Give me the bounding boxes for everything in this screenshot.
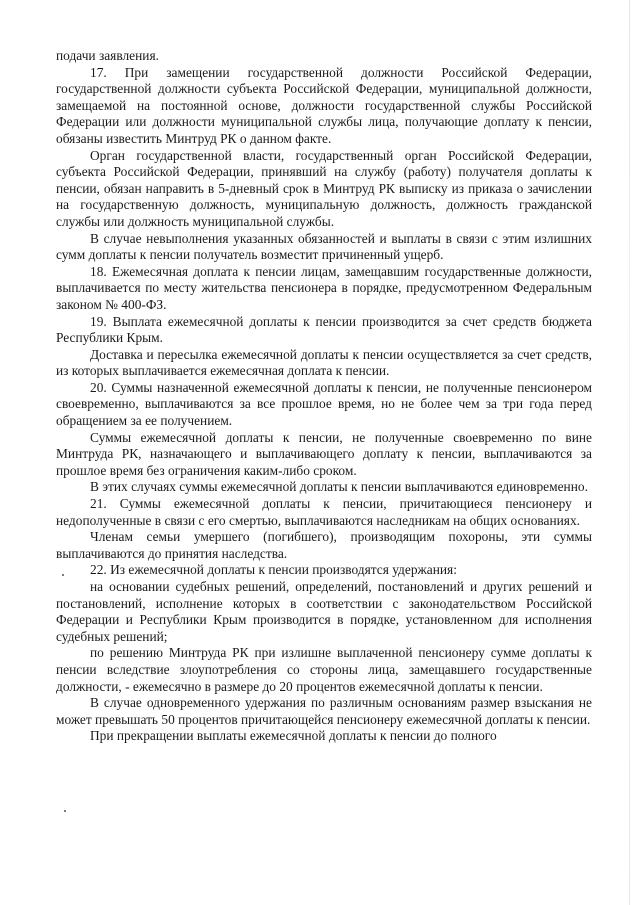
- paragraph: Членам семьи умершего (погибшего), производящим похороны, эти суммы выплачиваются до принятия наследства.: [56, 529, 592, 561]
- paragraph: В этих случаях суммы ежемесячной доплаты к пенсии выплачиваются единовременно.: [90, 479, 588, 495]
- scan-speck: [64, 810, 66, 812]
- paragraph: В случае одновременного удержания по различным основаниям размер взыскания не может превышать 50 процентов причитающейся пенсионеру ежемесячной доплаты к пенсии.: [56, 695, 592, 727]
- paragraph: по решению Минтруда РК при излишне выплаченной пенсионеру сумме доплаты к пенсии вследствие злоупотребления со стороны лица, замещавшего государственные должности, - ежемесячно в размере до 20 процентов ежемесячной доплаты к пенсии.: [56, 645, 592, 694]
- paragraph: Доставка и пересылка ежемесячной доплаты к пенсии осуществляется за счет средств, из которых выплачивается ежемесячная доплата к пенсии.: [56, 346, 592, 379]
- paragraph: 19. Выплата ежемесячной доплаты к пенсии производится за счет средств бюджета Республики Крым.: [56, 313, 592, 346]
- paragraph: Суммы ежемесячной доплаты к пенсии, не полученные своевременно по вине Минтруда РК, назначающего и выплачивающего доплату к пенсии, выплачиваются за прошлое время без ограничения каким-либо сроком.: [56, 429, 592, 478]
- paragraph: 20. Суммы назначенной ежемесячной доплаты к пенсии, не полученные пенсионером своевременно, выплачиваются за все прошлое время, но не более чем за три года перед обращением за ее получением.: [56, 379, 592, 429]
- paragraph: подачи заявления.: [56, 48, 159, 63]
- scan-edge: [629, 0, 630, 905]
- paragraph: В случае невыполнения указанных обязанностей и выплаты в связи с этим излишних сумм доплаты к пенсии получатель возместит причиненный ущерб.: [56, 230, 592, 263]
- paragraph: 18. Ежемесячная доплата к пенсии лицам, замещавшим государственные должности, выплачивается по месту жительства пенсионера в порядке, предусмотренном Федеральным законом № 400-ФЗ.: [56, 263, 592, 312]
- paragraph: 22. Из ежемесячной доплаты к пенсии производятся удержания:: [90, 562, 457, 578]
- paragraph: 17. При замещении государственной должности Российской Федерации, государственной должности субъекта Российской Федерации, муниципальной должности, замещаемой на постоянной основе, должности государственной службы Российской Федерации или должности муниципальной службы лица, получающие доплату к пенсии, обязаны известить Минтруд РК о данном факте.: [56, 64, 592, 146]
- paragraph: Орган государственной власти, государственный орган Российской Федерации, субъекта Российской Федерации, принявший на службу (работу) получателя доплаты к пенсии, обязан направить в 5-дневный срок в Минтруд РК выписку из приказа о зачислении на государственную должность, муниципальную должность, должность гражданской службы или должность муниципальной службы.: [56, 147, 592, 229]
- document-page: [56, 48, 592, 745]
- paragraph: При прекращении выплаты ежемесячной доплаты к пенсии до полного: [90, 728, 497, 744]
- paragraph: на основании судебных решений, определений, постановлений и других решений и постановлений, исполнение которых в соответствии с законодательством Российской Федерации и Республики Крым производится в порядке, установленном для исполнения судебных решений;: [56, 579, 592, 644]
- paragraph: 21. Суммы ежемесячной доплаты к пенсии, причитающиеся пенсионеру и недополученные в связи с его смертью, выплачиваются наследникам на общих основаниях.: [56, 496, 592, 528]
